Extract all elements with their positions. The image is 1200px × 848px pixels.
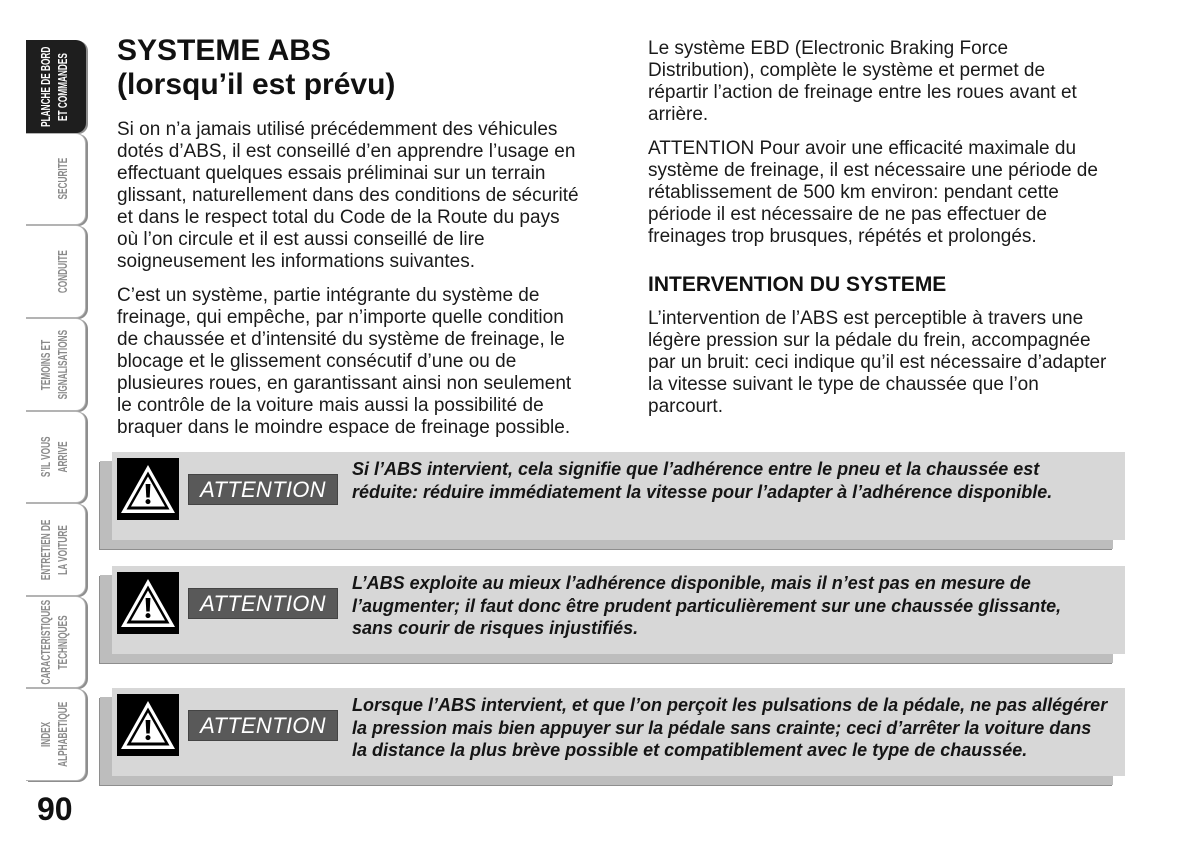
- text-line: période il est nécessaire de ne pas effectuer de: [648, 204, 1047, 225]
- text-line: (lorsqu’il est prévu): [117, 68, 396, 101]
- text-line: freinages trop brusques, répétés et prolongés.: [648, 226, 1037, 247]
- tab-sil-vous-arrive: [26, 411, 86, 504]
- warning-box: [112, 688, 1125, 776]
- text-line: l’augmenter; il faut donc être prudent particulièrement sur une chaussée glissante,: [352, 595, 1062, 616]
- warning-triangle-icon: [117, 572, 179, 634]
- text-line: sans courir de risques injustifiés.: [352, 618, 639, 638]
- tab-label: [55, 250, 72, 293]
- attention-label: ATTENTION: [188, 710, 338, 741]
- text-line: répartir l’action de freinage entre les roues avant et: [648, 82, 1077, 103]
- text-line: blocage et le glissement consécutif d’une ou de: [117, 351, 517, 372]
- tab-entretien-voiture: [26, 503, 86, 596]
- tab-label: [38, 46, 72, 126]
- text-line: freinage, qui empêche, par n’importe quelle condition: [117, 307, 564, 328]
- warning-triangle-icon: [117, 458, 179, 520]
- text-line: le contrôle de la voiture mais aussi la possibilité de: [117, 395, 544, 416]
- text-line: SIGNALISATIONS: [56, 329, 70, 399]
- tab-securite: [26, 133, 86, 226]
- text-line: où l’on circule et il est aussi conseillé de lire: [117, 229, 485, 250]
- tab-label: [38, 329, 72, 399]
- text-line: glissant, naturellement dans des conditions de sécurité: [117, 185, 579, 206]
- text-line: L’ABS exploite au mieux l’adhérence disponible, mais il n’est pas en mesure de: [352, 573, 1031, 593]
- paragraph-intro: [117, 119, 579, 273]
- tab-conduite: [26, 225, 86, 318]
- text-line: Distribution), complète le système et permet de: [648, 60, 1046, 81]
- text-line: LA VOITURE: [56, 524, 70, 575]
- text-line: la vitesse suivant le type de chaussée que l’on: [648, 374, 1039, 395]
- text-line: braquer dans le moindre espace de freinage possible.: [117, 417, 571, 438]
- warning-box: [112, 452, 1125, 540]
- attention-label: ATTENTION: [188, 588, 338, 619]
- text-line: la pression mais bien appuyer sur la pédale sans crainte; ceci d’arrêter la voiture dans: [352, 717, 1092, 738]
- paragraph-ebd: [648, 38, 1077, 126]
- text-line: système de freinage, il est nécessaire une période de: [648, 160, 1098, 181]
- text-line: Le système EBD (Electronic Braking Force: [648, 38, 1009, 59]
- paragraph-attention-rodage: [648, 138, 1098, 248]
- text-line: ET COMMANDES: [56, 52, 70, 121]
- text-line: L’intervention de l’ABS est perceptible à travers une: [648, 308, 1084, 329]
- text-line: par un bruit: ceci indique qu’il est nécessaire d’adapter: [648, 352, 1107, 373]
- text-line: rétablissement de 500 km environ: pendant cette: [648, 182, 1059, 203]
- tab-label: [38, 600, 72, 685]
- text-line: ATTENTION Pour avoir une efficacité maximale du: [648, 138, 1077, 159]
- tab-caracteristiques-techniques: [26, 596, 86, 689]
- warning-triangle-icon: [117, 694, 179, 756]
- text-line: SYSTEME ABS: [117, 34, 331, 67]
- text-line: CARACTERISTIQUES: [39, 599, 53, 685]
- text-line: PLANCHE DE BORD: [39, 46, 53, 127]
- tab-temoins-signalisations: [26, 318, 86, 411]
- tab-index-alphabetique: [26, 688, 86, 781]
- tab-label: [38, 436, 72, 477]
- text-line: SECURITE: [56, 158, 70, 200]
- text-line: TEMOINS ET: [39, 338, 53, 390]
- text-line: CONDUITE: [56, 250, 70, 294]
- text-line: plusieures roues, en garantissant ainsi non seulement: [117, 373, 572, 394]
- text-line: S’IL VOUS: [39, 436, 53, 478]
- text-line: soigneusement les informations suivantes.: [117, 251, 476, 272]
- page-title: [117, 34, 395, 102]
- text-line: effectuant quelques essais préliminai sur un terrain: [117, 163, 546, 184]
- text-line: arrière.: [648, 104, 709, 125]
- section-heading: INTERVENTION DU SYSTEME: [648, 273, 947, 296]
- text-line: dotés d’ABS, il est conseillé d’en apprendre l’usage en: [117, 141, 576, 162]
- text-line: INDEX: [39, 722, 53, 748]
- tab-label: [55, 158, 72, 200]
- paragraph-intervention: [648, 308, 1106, 418]
- warning-text: [352, 458, 1052, 503]
- text-line: ARRIVE: [56, 441, 70, 473]
- tab-planche-de-bord: [26, 40, 86, 133]
- text-line: Lorsque l’ABS intervient, et que l’on perçoit les pulsations de la pédale, ne pas allégérer: [352, 695, 1108, 715]
- text-line: TECHNIQUES: [56, 615, 70, 670]
- text-line: réduite: réduire immédiatement la vitesse pour l’adapter à l’adhérence disponible.: [352, 481, 1053, 502]
- warning-text: [352, 572, 1061, 640]
- warning-box: [112, 566, 1125, 654]
- page-number: 90: [37, 791, 73, 827]
- text-line: C’est un système, partie intégrante du système de: [117, 285, 540, 306]
- warning-text: [352, 694, 1107, 762]
- text-line: la distance la plus brève possible et compatiblement avec le type de chaussée.: [352, 740, 1028, 760]
- text-line: ENTRETIEN DE: [39, 519, 53, 580]
- tab-label: [38, 702, 72, 767]
- text-line: ALPHABETIQUE: [56, 702, 70, 768]
- attention-label: ATTENTION: [188, 474, 338, 505]
- text-line: légère pression sur la pédale du frein, accompagnée: [648, 330, 1091, 351]
- tab-label: [38, 519, 72, 580]
- text-line: de chaussée et d’intensité du système de freinage, le: [117, 329, 565, 350]
- text-line: Si l’ABS intervient, cela signifie que l’adhérence entre le pneu et la chaussée est: [352, 459, 1040, 479]
- text-line: et dans le respect total du Code de la Route du pays: [117, 207, 560, 228]
- text-line: parcourt.: [648, 396, 723, 417]
- section-tabs: [26, 40, 86, 781]
- paragraph-description: [117, 285, 571, 439]
- text-line: Si on n’a jamais utilisé précédemment des véhicules: [117, 119, 558, 140]
